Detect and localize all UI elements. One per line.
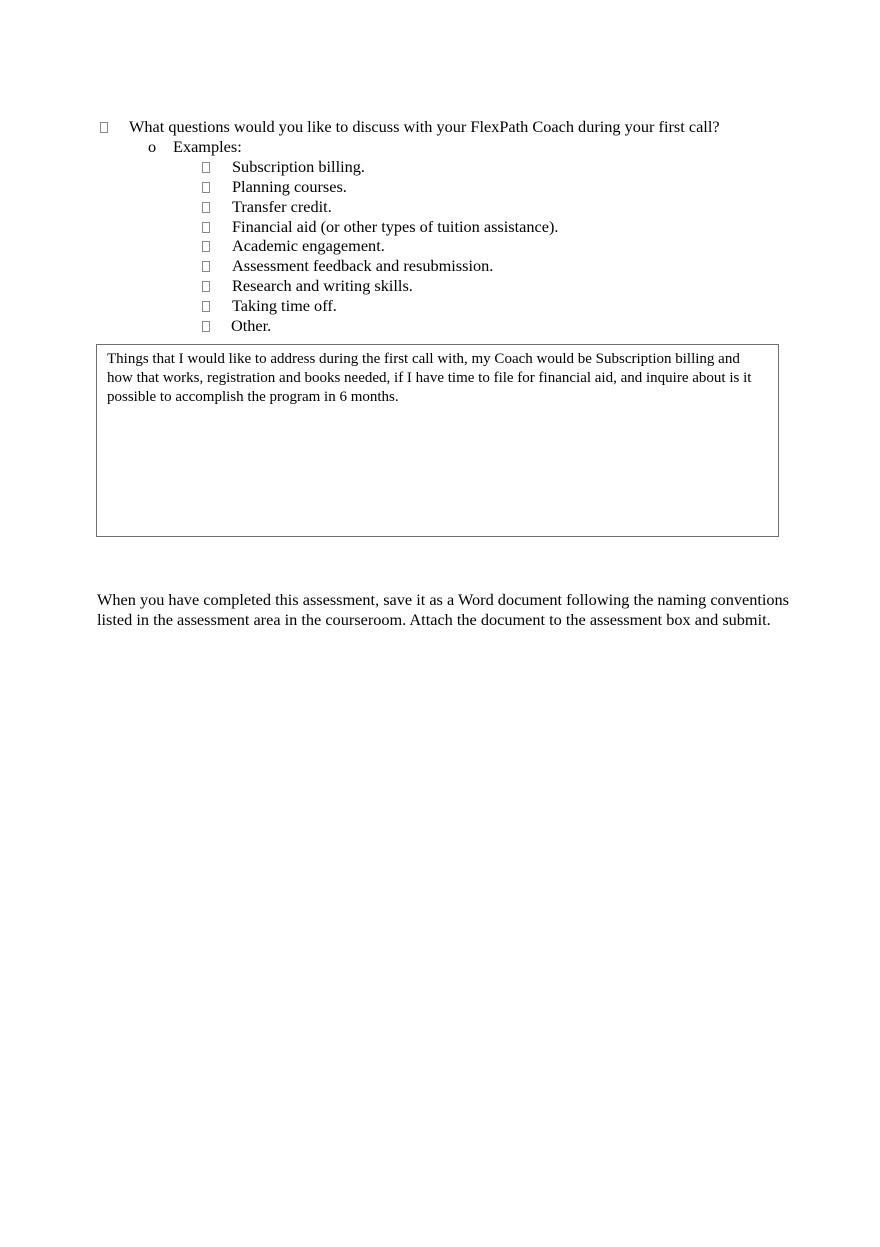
question-bullet-icon — [100, 122, 108, 133]
answer-text-box[interactable]: Things that I would like to address during the first call with, my Coach would be Subscription billing and how that works, registration and books needed, if I have time to file for financial aid, and inquire about is it possible to accomplish the program in 6 months. — [96, 344, 779, 537]
example-bullet-icon — [202, 321, 210, 332]
example-item: Transfer credit. — [232, 197, 332, 216]
question-text: What questions would you like to discuss with your FlexPath Coach during your first call? — [129, 117, 720, 136]
example-bullet-icon — [202, 162, 210, 173]
examples-label: Examples: — [173, 137, 242, 156]
example-bullet-icon — [202, 301, 210, 312]
closing-instructions: When you have completed this assessment, save it as a Word document following the naming conventions listed in the assessment area in the courseroom. Attach the document to the assessment box and submit. — [97, 590, 789, 629]
example-bullet-icon — [202, 261, 210, 272]
example-item: Research and writing skills. — [232, 276, 413, 295]
example-bullet-icon — [202, 202, 210, 213]
example-bullet-icon — [202, 281, 210, 292]
example-bullet-icon — [202, 222, 210, 233]
sub-list-marker: o — [148, 137, 157, 156]
example-bullet-icon — [202, 241, 210, 252]
example-item: Subscription billing. — [232, 157, 365, 176]
example-bullet-icon — [202, 182, 210, 193]
example-item: Taking time off. — [232, 296, 337, 315]
example-item: Assessment feedback and resubmission. — [232, 256, 494, 275]
example-item: Financial aid (or other types of tuition assistance). — [232, 217, 559, 236]
example-item: Planning courses. — [232, 177, 347, 196]
example-item: Academic engagement. — [232, 236, 385, 255]
example-item: Other. — [231, 316, 272, 335]
